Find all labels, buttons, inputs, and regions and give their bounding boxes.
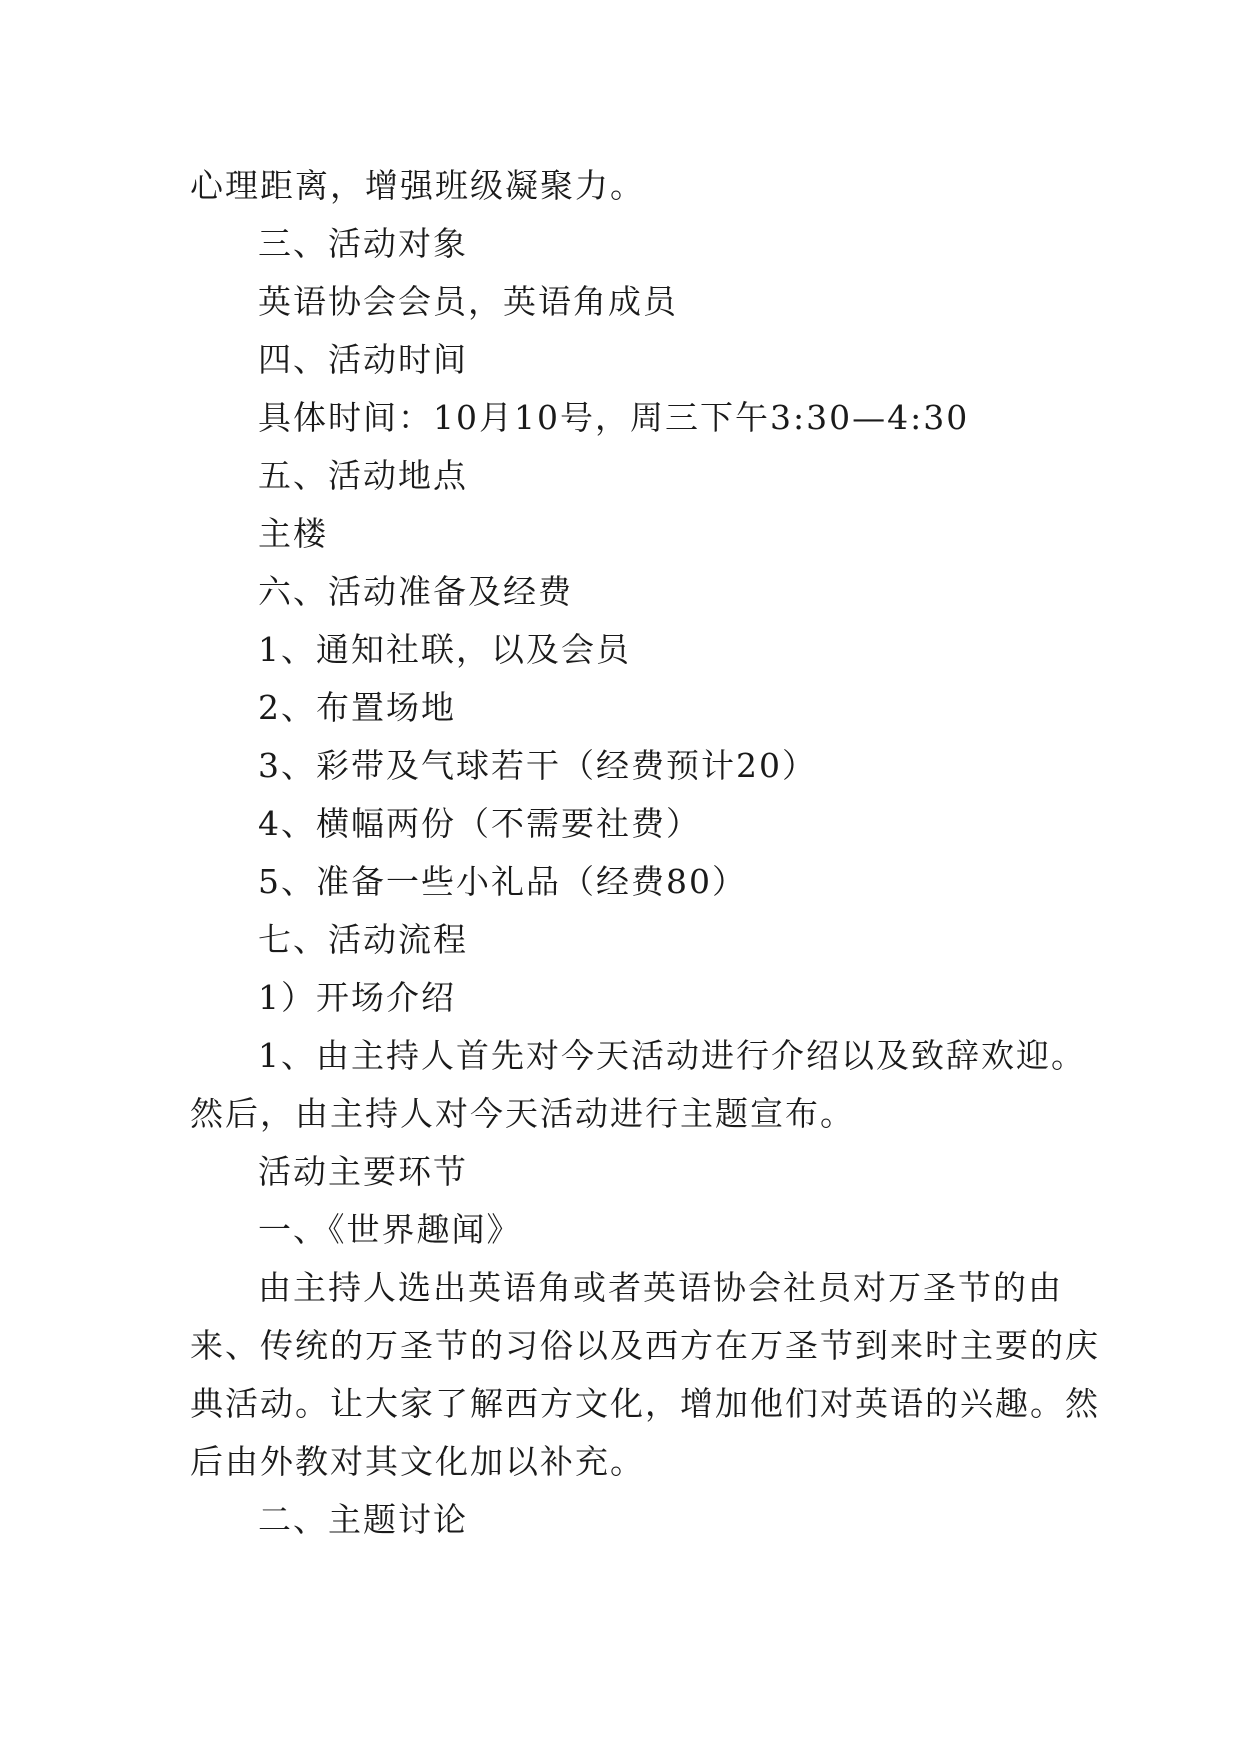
subheading-opening-intro: 1）开场介绍 bbox=[258, 978, 456, 1017]
list-item-ribbons-balloons: 3、彩带及气球若干（经费预计20） bbox=[258, 746, 817, 785]
paragraph-line-3: 典活动。让大家了解西方文化，增加他们对英语的兴趣。然 bbox=[190, 1384, 1100, 1423]
text-line-target-members: 英语协会会员，英语角成员 bbox=[258, 282, 678, 321]
text-line-psychological-distance: 心理距离，增强班级凝聚力。 bbox=[190, 166, 645, 205]
text-line-theme-announce: 然后，由主持人对今天活动进行主题宣布。 bbox=[190, 1094, 855, 1133]
list-item-notify: 1、通知社联，以及会员 bbox=[258, 630, 631, 669]
heading-preparation-budget: 六、活动准备及经费 bbox=[258, 572, 573, 611]
text-line-main-building: 主楼 bbox=[258, 514, 328, 553]
paragraph-line-1: 由主持人选出英语角或者英语协会社员对万圣节的由 bbox=[258, 1268, 1063, 1307]
heading-theme-discussion: 二、主题讨论 bbox=[258, 1500, 468, 1539]
heading-activity-location: 五、活动地点 bbox=[258, 456, 468, 495]
heading-activity-flow: 七、活动流程 bbox=[258, 920, 468, 959]
text-line-specific-time: 具体时间：10月10号，周三下午3:30—4:30 bbox=[258, 398, 970, 437]
list-item-gifts: 5、准备一些小礼品（经费80） bbox=[258, 862, 747, 901]
heading-activity-target: 三、活动对象 bbox=[258, 224, 468, 263]
paragraph-line-4: 后由外教对其文化加以补充。 bbox=[190, 1442, 645, 1481]
heading-activity-time: 四、活动时间 bbox=[258, 340, 468, 379]
heading-main-segments: 活动主要环节 bbox=[258, 1152, 468, 1191]
heading-world-news: 一、《世界趣闻》 bbox=[258, 1210, 522, 1249]
text-line-host-intro: 1、由主持人首先对今天活动进行介绍以及致辞欢迎。 bbox=[258, 1036, 1086, 1075]
list-item-banners: 4、横幅两份（不需要社费） bbox=[258, 804, 701, 843]
paragraph-line-2: 来、传统的万圣节的习俗以及西方在万圣节到来时主要的庆 bbox=[190, 1326, 1100, 1365]
list-item-venue: 2、布置场地 bbox=[258, 688, 456, 727]
